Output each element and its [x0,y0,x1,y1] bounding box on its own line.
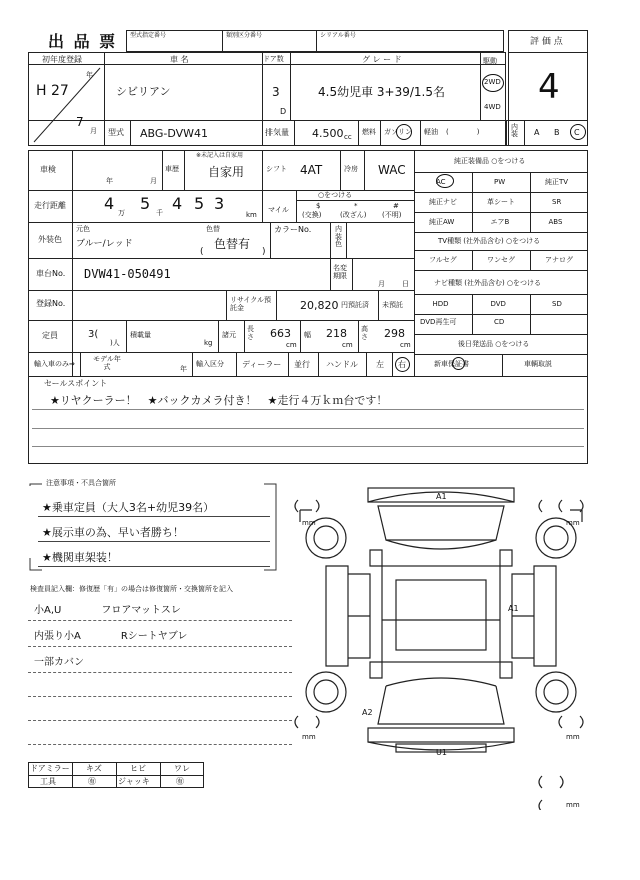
damage-a1-top: A1 [436,492,447,501]
color-paren-open: ( [200,247,204,257]
recycle-label: リサイクル預託金 [230,296,272,313]
dimensions-label: 諸元 [222,331,236,339]
caution-item-1: ★乗車定員（大人3名+幼児39名） [42,501,215,514]
mileage-digit-2: 5 [140,194,151,213]
load-kg: kg [204,339,213,347]
odometer-exchanged-mark: $ [316,202,321,210]
equipment-cell-2-0: 純正AW [429,217,455,226]
legend-jack-mark: ㊒ [176,777,184,786]
equipment-cell-0-1: PW [494,177,506,186]
length-label: 長さ [247,325,254,341]
drive-label: 駆動 [483,57,497,65]
height-label: 高さ [361,325,368,341]
damage-u1: U1 [436,748,447,757]
capacity-value: 3( [88,329,99,340]
fuel-other: ( ) [446,128,480,136]
chassis-number: DVW41-050491 [84,267,171,281]
model-code-label: 型式 [108,128,124,137]
cc-unit: cc [344,133,352,141]
odometer-altered-mark: * [354,202,358,210]
class-number-label: 類別区分番号 [226,32,263,39]
legend-crack: ヒビ [130,764,146,773]
doors-suffix: D [280,107,287,116]
inspector-line-2: 内張り小A Rシートヤブレ [34,631,188,642]
recycle-not-deposited: 未預託 [382,301,403,309]
mileage-digit-4: 5 [194,194,205,213]
ac-circle [436,174,454,188]
damage-a2: A2 [362,708,373,717]
height-cm: cm [400,341,411,349]
first-registration-era: H 27 [36,83,69,99]
sales-point-text: ★リヤクーラー！ ★バックカメラ付き！ ★走行４万ｋｍ台です！ [50,394,388,407]
type-approval-label: 型式指定番号 [130,32,167,39]
handle-label: ハンドル [326,360,358,369]
handle-right: 右 [398,360,406,369]
mileage-digit-1: 4 [104,194,115,213]
mileage-digit-5: 3 [214,194,225,213]
fuel-label: 燃料 [362,128,376,136]
navi-type-label: ナビ種類 (社外品含む) ○をつける [434,279,542,287]
tv-type-label: TV種類 (社外品含む) ○をつける [438,237,541,245]
registration-slash [30,64,104,146]
original-color: ブルー/レッド [76,239,133,249]
inspector-line-1: 小A,U フロアマットスレ [34,605,181,616]
shaken-label: 車検 [40,165,56,174]
navi-cell-0-1: DVD [490,299,506,308]
color-label: 外装色 [38,235,62,244]
doors-value: 3 [272,85,280,99]
first-registration-month: 7 [76,115,84,129]
year-unit: 年 [86,71,93,79]
cooler-value: WAC [378,163,406,177]
import-class-label: 輸入区分 [196,360,224,368]
mm-unit-4: mm [566,733,580,741]
spec-fields-row [126,30,504,52]
mileage-label: 走行距離 [34,201,66,210]
equipment-cell-0-2: 純正TV [545,177,569,186]
legend-tools-mark: ㊒ [88,777,96,786]
color-paren-close: ) [262,247,266,257]
month-unit: 月 [90,127,97,135]
navi-cell-0-0: HDD [432,299,449,308]
grade-value: 4.5幼児車 3+39/1.5名 [318,85,445,99]
legend-mirror: ドアミラー [30,764,70,773]
chassis-label: 車台No. [36,269,66,278]
mileage-km: km [246,211,257,219]
import-parallel: 並行 [294,360,310,369]
damage-a1-right: A1 [508,604,519,613]
displacement-value: 4.500 [312,127,344,140]
tv-cell-0-1: ワンセグ [487,255,515,264]
equipment-cell-1-2: SR [552,197,562,206]
mm-unit-1: mm [302,519,316,527]
vehicle-diagram [286,470,596,810]
equipment-cell-2-1: エアB [490,217,510,226]
interior-grade-label: 内装 [511,123,518,138]
shift-value: 4AT [300,163,323,177]
mm-unit-5: mm [566,801,580,809]
serial-number-label: シリアル番号 [320,32,356,39]
recycle-unit: 円預託済 [341,301,369,309]
mm-unit-3: mm [302,733,316,741]
mile-label: マイル [268,206,289,214]
later-manual: 車輌取説 [524,360,552,368]
import-only-label: 輸入車のみ⇒ [34,360,75,368]
model-code: ABG-DVW41 [140,127,209,140]
name-change-label: 名変期限 [333,264,347,281]
car-name: シビリアン [116,85,171,98]
interior-grade-b: B [554,128,560,137]
import-dealer: ディーラー [242,360,282,369]
mileage-sen: 千 [156,209,163,217]
odometer-unknown-mark: # [393,202,399,210]
later-shipment-label: 後日発送品 ○をつける [458,340,530,348]
interior-grade-c: C [574,128,580,137]
model-year-label: モデル年式 [93,355,121,371]
registration-label: 登録No. [36,299,66,308]
color-change-value: 色替有 [214,237,251,251]
equipment-cell-0-0: AC [436,177,446,186]
interior-grade-a: A [534,128,540,137]
genuine-equipment-label: 純正装備品 ○をつける [454,157,526,165]
history-note: ※未記入は自家用 [196,152,244,159]
color-change-label: 色替 [206,225,220,233]
drive-2wd: 2WD [484,78,501,86]
color-number-label: カラーNo. [274,225,312,234]
equipment-cell-2-2: ABS [548,217,563,226]
load-label: 積載量 [130,331,151,339]
rating-label: 評 価 点 [530,37,563,47]
shaken-year: 年 [106,177,113,185]
displacement-label: 排気量 [265,128,289,137]
odometer-unknown: (不明) [382,211,402,219]
navi-cell-0-2: SD [552,299,562,308]
tv-cell-0-2: アナログ [545,255,573,264]
equipment-cell-1-0: 純正ナビ [429,197,457,206]
cooler-label: 冷房 [344,165,358,173]
tv-cell-0-0: フルセグ [429,255,457,264]
later-warranty: 新車保証書 [434,360,469,368]
caution-item-2: ★展示車の為、早い者勝ち！ [42,526,184,539]
inspector-note-label: 検査員記入欄：修復歴「有」の場合は修復箇所・交換箇所を記入 [30,585,233,593]
history-label: 車歴 [165,165,179,173]
car-name-label: 車 名 [170,55,189,64]
width-value: 218 [326,327,347,340]
mileage-digit-3: 4 [172,194,183,213]
length-cm: cm [286,341,297,349]
fuel-gasoline: ガソリン [384,128,412,136]
name-change-month: 月 [378,280,385,288]
width-label: 幅 [304,331,311,339]
name-change-day: 日 [402,280,409,288]
model-year-unit: 年 [180,365,187,373]
odometer-circle-note: ○をつける [318,191,353,199]
odometer-exchanged: (交換) [302,211,322,219]
legend-scratch: キズ [86,764,102,773]
shift-label: シフト [266,165,287,173]
caution-item-3: ★機関車架装！ [42,551,118,564]
shaken-month: 月 [150,177,157,185]
original-color-label: 元色 [76,225,90,233]
inspector-line-3: 一部カバン [34,657,84,668]
grade-label: グ レ ー ド [362,55,402,64]
caution-label: 注意事項・不具合箇所 [46,479,116,487]
length-value: 663 [270,327,291,340]
height-value: 298 [384,327,405,340]
recycle-amount: 20,820 [300,299,339,312]
fuel-gasoline-circle [396,124,412,140]
capacity-unit: )人 [110,339,120,347]
legend-jack: ジャッキ [118,777,150,786]
legend-tools: 工具 [40,777,56,786]
interior-color-label: 内装色 [335,225,342,249]
dvd-cd: CD [494,318,505,326]
handle-right-circle [395,357,410,372]
width-cm: cm [342,341,353,349]
dvd-playable-label: DVD再生可 [420,318,457,326]
fuel-diesel: 軽油 [424,128,438,136]
first-registration-label: 初年度登録 [42,55,82,64]
history-value: 自家用 [208,165,245,179]
rating-value: 4 [538,67,560,107]
mm-unit-2: mm [566,519,580,527]
handle-left: 左 [376,360,384,369]
sales-point-label: セールスポイント [44,379,108,388]
mileage-man: 万 [118,209,125,217]
legend-break: ワレ [174,764,190,773]
capacity-label: 定員 [42,331,58,340]
odometer-altered: (改ざん) [340,211,367,219]
equipment-cell-1-1: 革シート [487,197,515,206]
doors-label: ドア数 [263,55,284,63]
drive-4wd: 4WD [484,103,501,111]
page-title: 出 品 票 [48,32,118,51]
warranty-circle [452,357,465,370]
interior-grade-box [506,120,588,146]
